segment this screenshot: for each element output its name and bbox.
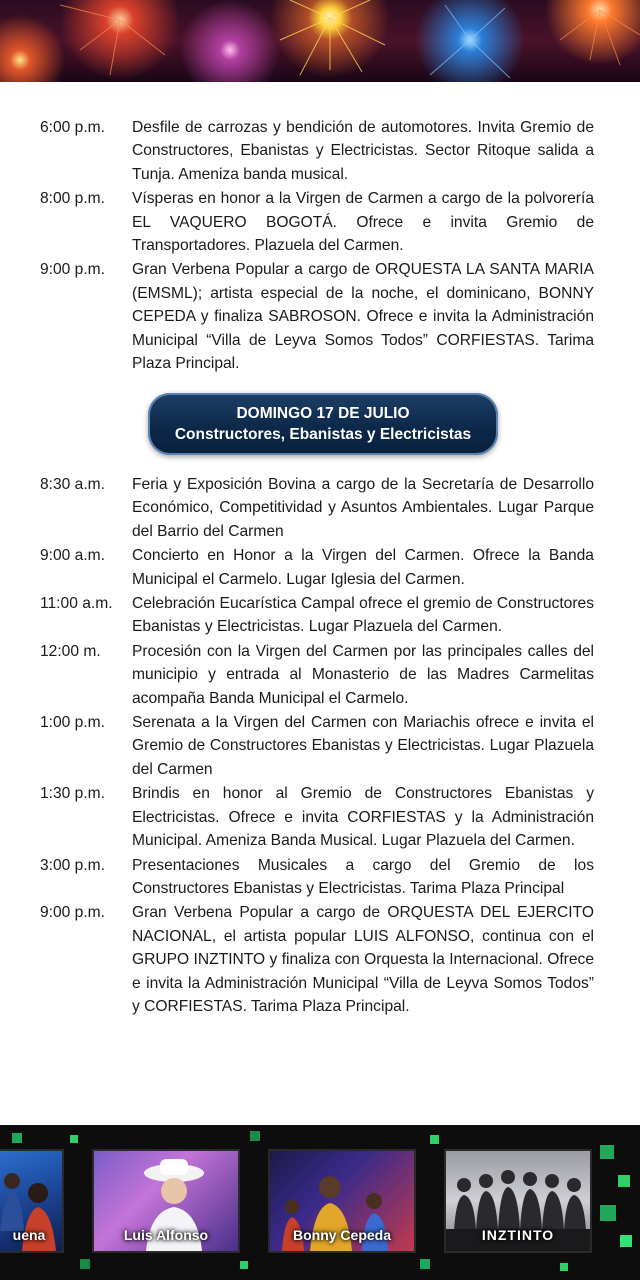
event-row [40, 592, 594, 639]
event-row [40, 782, 594, 852]
decor-square [250, 1131, 260, 1141]
event-time: 9:00 p.m. [40, 261, 106, 279]
event-description: Feria y Exposición Bovina a cargo de la Secretaría de Desarrollo Económico, Competitividad y Asuntos Ambientales. Lugar Parque del Barrio del Carmen [132, 476, 594, 540]
event-description: Serenata a la Virgen del Carmen con Mariachis ofrece e invita el Gremio de Constructores Ebanistas y Electricistas. Lugar Plazuela del Carmen [132, 714, 594, 778]
event-row [40, 854, 594, 901]
artist-card [444, 1149, 592, 1253]
event-time: 6:00 p.m. [40, 119, 106, 136]
event-time: 3:00 p.m. [40, 856, 106, 874]
event-description: Vísperas en honor a la Virgen de Carmen a cargo de la polvorería EL VAQUERO BOGOTÁ. Ofrece e invita Gremio de Transportadores. Plazuela del Carmen. [132, 190, 594, 255]
fireworks-burst-icon [0, 0, 640, 82]
event-row [40, 640, 594, 710]
event-time: 8:00 p.m. [40, 190, 106, 208]
event-row [40, 544, 594, 591]
schedule-top [40, 116, 594, 376]
event-description: Presentaciones Musicales a cargo del Gremio de los Constructores Ebanistas y Electricistas. Tarima Plaza Principal [132, 856, 594, 897]
decor-square [12, 1133, 22, 1143]
event-row [40, 901, 594, 1018]
decor-square [560, 1263, 568, 1271]
event-time: 8:30 a.m. [40, 476, 106, 493]
event-time: 12:00 m. [40, 642, 101, 660]
event-row [40, 116, 594, 186]
event-description: Procesión con la Virgen del Carmen por las principales calles del municipio y entrada al Monasterio de las Madres Carmelitas acompaña Banda Municipal el Carmelo. [132, 642, 594, 707]
decor-square [420, 1259, 430, 1269]
decor-square [600, 1145, 614, 1159]
artists-strip [0, 1125, 640, 1280]
fireworks-banner [0, 0, 640, 82]
artist-card [268, 1149, 416, 1253]
decor-square [618, 1175, 630, 1187]
decor-square [80, 1259, 90, 1269]
schedule-bottom [40, 473, 594, 1019]
event-time: 9:00 a.m. [40, 547, 106, 565]
event-time: 9:00 p.m. [40, 904, 106, 922]
day-header-badge [148, 393, 498, 455]
event-time: 11:00 a.m. [40, 595, 113, 613]
event-time: 1:30 p.m. [40, 785, 106, 803]
event-row [40, 187, 594, 257]
event-description: Gran Verbena Popular a cargo de ORQUESTA DEL EJERCITO NACIONAL, el artista popular LUIS ALFONSO, continua con el GRUPO INZTINTO y finaliza con Orquesta la Internacional. Ofrece e invita la Administración Municipal “Villa de Leyva Somos Todos” y CORFIESTAS. Tarima Plaza Principal. [132, 904, 594, 1015]
decor-square [620, 1235, 632, 1247]
event-description: Celebración Eucarística Campal ofrece el gremio de Constructores Ebanistas y Electricistas. Lugar Plazuela del Carmen. [132, 595, 594, 636]
artist-name: Bonny Cepeda [292, 1227, 391, 1243]
artist-card [92, 1149, 240, 1253]
decor-square [430, 1135, 439, 1144]
day-date: DOMINGO 17 DE JULIO [236, 405, 410, 422]
artist-name: Luis Alfonso [123, 1227, 209, 1243]
event-description: Gran Verbena Popular a cargo de ORQUESTA LA SANTA MARIA (EMSML); artista especial de la noche, el dominicano, BONNY CEPEDA y finaliza SABROSON. Ofrece e invita la Administración Municipal “Villa de Leyva Somos Todos” CORFIESTAS. Tarima Plaza Principal. [132, 261, 594, 373]
event-time: 1:00 p.m. [40, 714, 106, 732]
event-row [40, 711, 594, 781]
decor-square [70, 1135, 78, 1143]
event-row [40, 258, 594, 375]
day-guild: Constructores, Ebanistas y Electricistas [174, 426, 472, 443]
event-row [40, 473, 594, 543]
artist-name: INZTINTO [481, 1227, 555, 1243]
artist-name: uena [12, 1227, 46, 1243]
artist-card [0, 1149, 64, 1253]
decor-square [240, 1261, 248, 1269]
decor-square [600, 1205, 616, 1221]
event-description: Desfile de carrozas y bendición de automotores. Invita Gremio de Constructores, Ebanistas y Electricistas. Sector Ritoque salida a Tunja. Ameniza banda musical. [132, 119, 594, 183]
event-description: Concierto en Honor a la Virgen del Carmen. Ofrece la Banda Municipal el Carmelo. Lugar Iglesia del Carmen. [132, 547, 594, 588]
event-description: Brindis en honor al Gremio de Constructores Ebanistas y Electricistas. Ofrece e invita CORFIESTAS y la Administración Municipal. Ameniza Banda Musical. Lugar Plazuela del Carmen. [132, 785, 594, 850]
